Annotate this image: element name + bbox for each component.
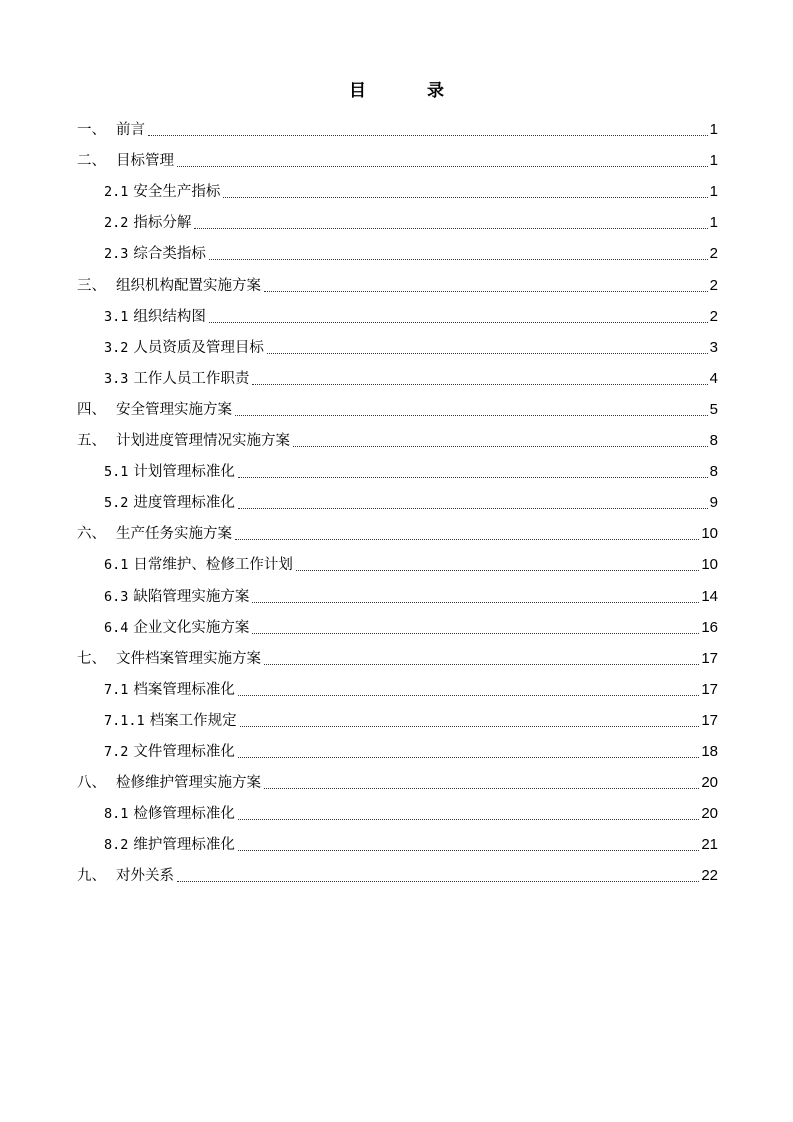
toc-entry-number: 九、 [77, 868, 106, 885]
toc-section-entry[interactable] [77, 233, 718, 264]
toc-section-entry[interactable] [77, 793, 718, 824]
toc-entry-number: 2.2 [104, 215, 129, 232]
toc-dot-leader [194, 227, 707, 229]
toc-list [77, 109, 718, 886]
toc-chapter-entry[interactable] [77, 420, 718, 451]
toc-section-entry[interactable] [77, 824, 718, 855]
toc-dot-leader [238, 694, 699, 696]
toc-page-number: 8 [709, 432, 718, 450]
toc-entry-title: 进度管理标准化 [133, 495, 235, 512]
toc-page-number: 21 [701, 836, 718, 854]
toc-entry-number: 五、 [77, 433, 106, 450]
toc-page-number: 14 [701, 587, 718, 605]
toc-dot-leader [238, 756, 699, 758]
toc-entry-number: 8.1 [104, 806, 129, 823]
toc-entry-title: 安全管理实施方案 [116, 401, 232, 418]
toc-dot-leader [177, 165, 708, 167]
toc-dot-leader [252, 632, 699, 634]
toc-dot-leader [235, 414, 708, 416]
toc-entry-title: 目标管理 [116, 153, 174, 170]
toc-entry-title: 安全生产指标 [133, 184, 221, 201]
toc-section-entry[interactable] [77, 731, 718, 762]
toc-section-entry[interactable] [77, 451, 718, 482]
toc-dot-leader [238, 818, 699, 820]
toc-entry-title: 检修维护管理实施方案 [116, 775, 261, 792]
toc-dot-leader [252, 383, 707, 385]
toc-page-number: 1 [709, 214, 718, 232]
toc-dot-leader [252, 601, 699, 603]
toc-page-number: 17 [701, 680, 718, 698]
toc-page-number: 9 [709, 494, 718, 512]
toc-entry-number: 2.3 [104, 246, 129, 263]
toc-chapter-entry[interactable] [77, 264, 718, 295]
toc-entry-number: 六、 [77, 526, 106, 543]
toc-page-number: 17 [701, 711, 718, 729]
toc-page-number: 3 [709, 338, 718, 356]
toc-entry-number: 一、 [77, 122, 106, 139]
toc-entry-number: 7.1.1 [104, 712, 145, 729]
toc-entry-number: 6.3 [104, 588, 129, 605]
toc-chapter-entry[interactable] [77, 389, 718, 420]
toc-entry-number: 8.2 [104, 837, 129, 854]
toc-dot-leader [148, 134, 708, 136]
toc-title: 目 录 [349, 81, 466, 101]
toc-section-entry[interactable] [77, 358, 718, 389]
toc-dot-leader [267, 352, 708, 354]
toc-entry-title: 生产任务实施方案 [116, 526, 232, 543]
toc-entry-number: 5.1 [104, 464, 129, 481]
toc-page-number: 2 [709, 307, 718, 325]
toc-page-number: 2 [709, 245, 718, 263]
toc-entry-title: 档案工作规定 [149, 712, 237, 729]
toc-page-number: 22 [701, 867, 718, 885]
toc-page-number: 17 [701, 649, 718, 667]
toc-section-entry[interactable] [77, 669, 718, 700]
toc-dot-leader [264, 663, 699, 665]
toc-entry-title: 日常维护、检修工作计划 [133, 557, 293, 574]
toc-chapter-entry[interactable] [77, 513, 718, 544]
toc-entry-title: 计划进度管理情况实施方案 [116, 433, 290, 450]
toc-chapter-entry[interactable] [77, 140, 718, 171]
toc-page-number: 20 [701, 774, 718, 792]
toc-entry-title: 检修管理标准化 [133, 806, 235, 823]
toc-entry-title: 缺陷管理实施方案 [133, 588, 250, 605]
toc-entry-title: 综合类指标 [133, 246, 206, 263]
toc-section-entry[interactable] [77, 202, 718, 233]
toc-entry-title: 文件管理标准化 [133, 743, 235, 760]
toc-section-entry[interactable] [77, 296, 718, 327]
toc-page-number: 4 [709, 369, 718, 387]
toc-page-number: 18 [701, 742, 718, 760]
toc-section-entry[interactable] [77, 544, 718, 575]
toc-dot-leader [235, 538, 699, 540]
toc-section-entry[interactable] [77, 575, 718, 606]
toc-page-number: 1 [709, 152, 718, 170]
toc-dot-leader [209, 321, 708, 323]
toc-chapter-entry[interactable] [77, 855, 718, 886]
toc-entry-number: 3.1 [104, 308, 129, 325]
toc-dot-leader [177, 880, 699, 882]
toc-dot-leader [238, 507, 708, 509]
toc-page-number: 1 [709, 183, 718, 201]
toc-entry-number: 2.1 [104, 184, 129, 201]
toc-page-number: 2 [709, 276, 718, 294]
toc-page-number: 5 [709, 400, 718, 418]
toc-page-number: 10 [701, 525, 718, 543]
toc-dot-leader [264, 787, 699, 789]
toc-section-entry[interactable] [77, 482, 718, 513]
toc-dot-leader [238, 476, 708, 478]
toc-page-number: 10 [701, 556, 718, 574]
toc-entry-title: 组织结构图 [133, 308, 206, 325]
toc-entry-title: 企业文化实施方案 [133, 619, 250, 636]
toc-entry-number: 6.1 [104, 557, 129, 574]
toc-entry-number: 八、 [77, 775, 106, 792]
toc-section-entry[interactable] [77, 171, 718, 202]
toc-entry-number: 3.3 [104, 370, 129, 387]
toc-entry-number: 三、 [77, 277, 106, 294]
toc-entry-number: 6.4 [104, 619, 129, 636]
toc-page-number: 1 [709, 121, 718, 139]
toc-entry-title: 前言 [116, 122, 145, 139]
toc-entry-number: 二、 [77, 153, 106, 170]
toc-entry-title: 工作人员工作职责 [133, 370, 250, 387]
toc-entry-title: 维护管理标准化 [133, 837, 235, 854]
toc-entry-number: 5.2 [104, 495, 129, 512]
toc-entry-title: 计划管理标准化 [133, 464, 235, 481]
toc-chapter-entry[interactable] [77, 762, 718, 793]
toc-entry-title: 文件档案管理实施方案 [116, 650, 261, 667]
toc-entry-title: 档案管理标准化 [133, 681, 235, 698]
toc-page-number: 20 [701, 805, 718, 823]
toc-entry-title: 指标分解 [133, 215, 192, 232]
toc-dot-leader [293, 445, 708, 447]
toc-dot-leader [240, 725, 700, 727]
toc-entry-number: 7.1 [104, 681, 129, 698]
toc-page-number: 16 [701, 618, 718, 636]
toc-dot-leader [209, 258, 708, 260]
toc-dot-leader [238, 849, 699, 851]
toc-section-entry[interactable] [77, 700, 718, 731]
toc-entry-number: 四、 [77, 401, 106, 418]
toc-entry-number: 7.2 [104, 743, 129, 760]
toc-dot-leader [264, 290, 708, 292]
toc-entry-title: 组织机构配置实施方案 [116, 277, 261, 294]
toc-entry-title: 对外关系 [116, 868, 174, 885]
toc-dot-leader [223, 196, 707, 198]
toc-entry-title: 人员资质及管理目标 [133, 339, 264, 356]
toc-chapter-entry[interactable] [77, 109, 718, 140]
toc-chapter-entry[interactable] [77, 638, 718, 669]
toc-entry-number: 3.2 [104, 339, 129, 356]
toc-page-number: 8 [709, 463, 718, 481]
toc-section-entry[interactable] [77, 327, 718, 358]
toc-section-entry[interactable] [77, 607, 718, 638]
toc-dot-leader [296, 569, 699, 571]
toc-entry-number: 七、 [77, 650, 106, 667]
